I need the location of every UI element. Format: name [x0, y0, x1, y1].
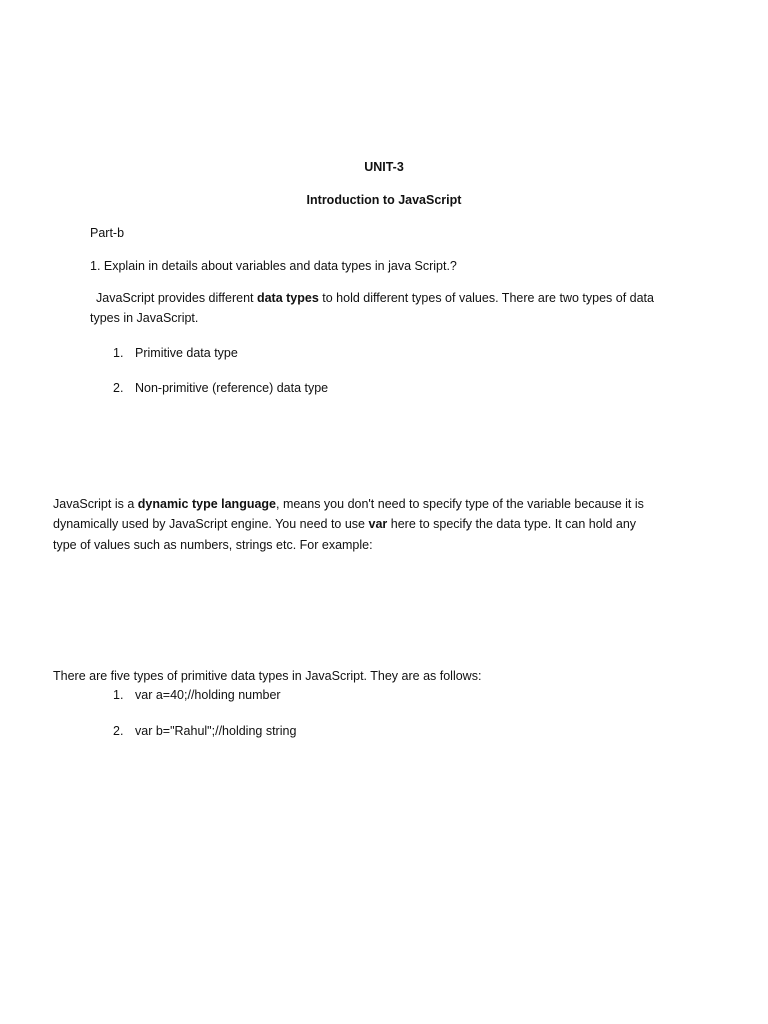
list-item-number: 2.	[113, 381, 124, 395]
list-item-number: 2.	[113, 724, 124, 738]
part-label: Part-b	[90, 226, 125, 240]
list-item	[113, 380, 328, 396]
dynamic-text-post: , means you don't need to specify type of the variable because it is	[276, 497, 644, 511]
intro-line-1	[96, 290, 654, 306]
primitive-intro-text: There are five types of primitive data types in JavaScript. They are as follows:	[53, 669, 482, 683]
list-item	[113, 723, 296, 739]
dynamic-paragraph-line-1	[53, 496, 644, 512]
list-item-text: var a=40;//holding number	[135, 688, 281, 702]
intro-text-pre: JavaScript provides different	[96, 291, 257, 305]
document-title-text: Introduction to JavaScript	[306, 193, 462, 207]
unit-heading	[0, 159, 768, 175]
dynamic-text-bold: dynamic type language	[137, 497, 276, 511]
intro-text-post: to hold different types of values. There are two types of data	[318, 291, 654, 305]
list-item-number: 1.	[113, 346, 124, 360]
question-text: 1. Explain in details about variables and data types in java Script.?	[90, 259, 457, 273]
list-item	[113, 687, 281, 703]
list-item-text: var b="Rahul";//holding string	[135, 724, 297, 738]
var-text-post: here to specify the data type. It can hold any	[387, 517, 637, 531]
list-item-number: 1.	[113, 688, 124, 702]
var-keyword: var	[368, 517, 388, 531]
dynamic-paragraph-line-2	[53, 516, 636, 532]
intro-text-bold: data types	[256, 291, 319, 305]
list-item	[113, 345, 238, 361]
list-item-text: Non-primitive (reference) data type	[135, 381, 329, 395]
var-text-pre: dynamically used by JavaScript engine. You need to use	[53, 517, 369, 531]
unit-heading-text: UNIT-3	[364, 160, 404, 174]
intro-line-2: types in JavaScript.	[90, 311, 199, 325]
list-item-text: Primitive data type	[135, 346, 238, 360]
dynamic-text-pre: JavaScript is a	[53, 497, 138, 511]
document-title	[0, 192, 768, 208]
dynamic-paragraph-line-3: type of values such as numbers, strings etc. For example:	[53, 538, 373, 552]
